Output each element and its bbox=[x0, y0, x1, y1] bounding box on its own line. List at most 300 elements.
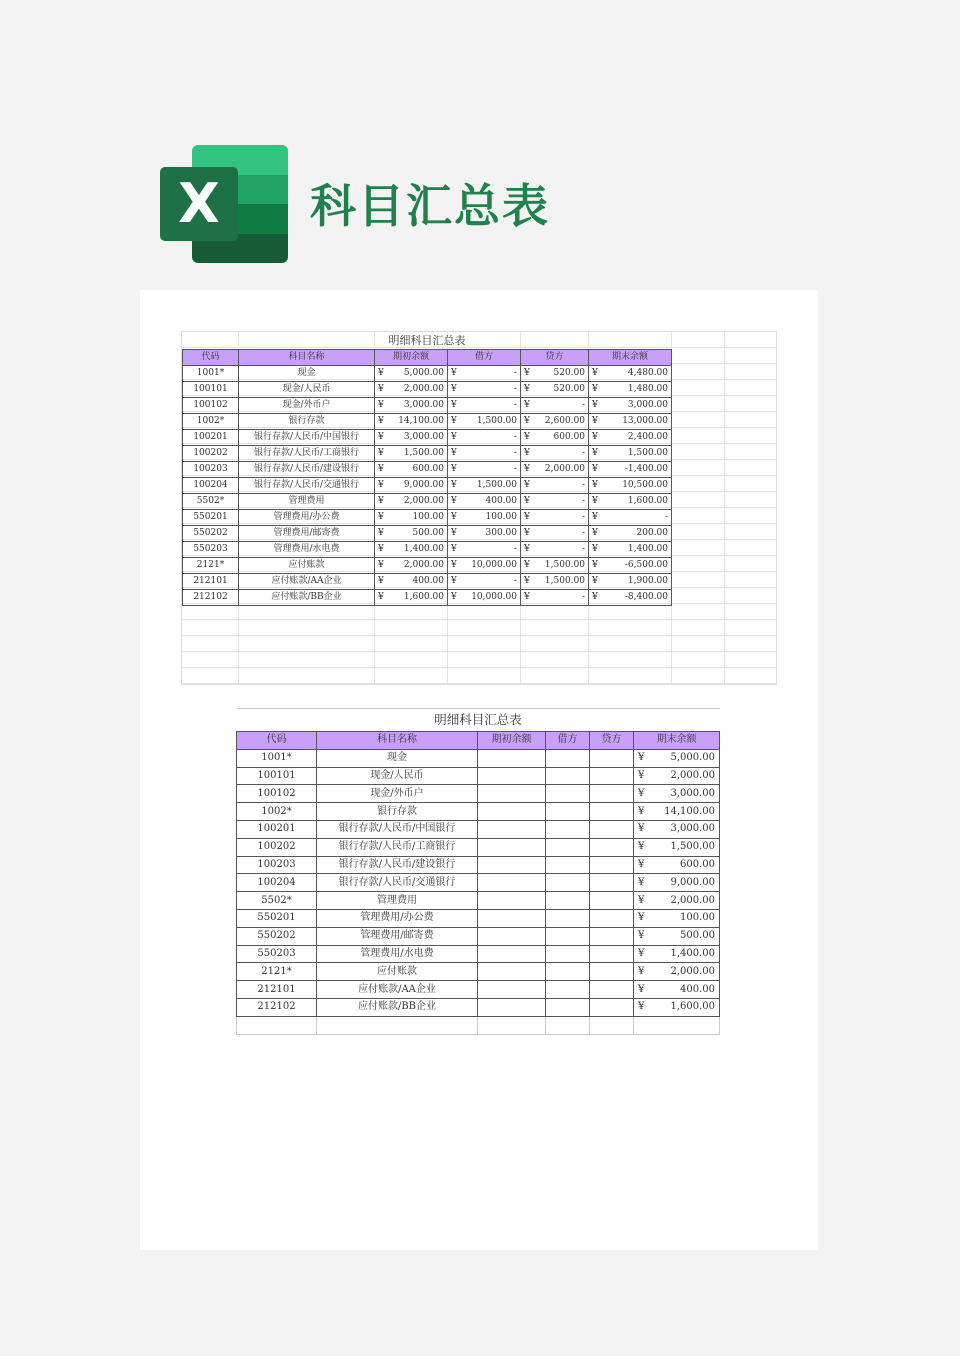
currency-symbol: ¥ bbox=[378, 400, 384, 410]
amount-value: 9,000.00 bbox=[670, 876, 715, 888]
amount-value: 3,000.00 bbox=[403, 400, 444, 410]
column-header: 借方 bbox=[546, 732, 590, 750]
table-row bbox=[183, 494, 672, 510]
empty-cell bbox=[590, 945, 634, 963]
currency-symbol: ¥ bbox=[638, 894, 645, 906]
amount-cell bbox=[521, 382, 589, 398]
currency-symbol: ¥ bbox=[378, 496, 384, 506]
empty-cell bbox=[546, 998, 590, 1016]
amount-value: 1,500.00 bbox=[627, 448, 668, 458]
currency-symbol: ¥ bbox=[451, 480, 457, 490]
amount-cell bbox=[589, 494, 672, 510]
amount-value: 520.00 bbox=[553, 384, 585, 394]
account-code: 550201 bbox=[237, 909, 317, 927]
empty-cell bbox=[478, 874, 546, 892]
empty-cell bbox=[590, 909, 634, 927]
account-code: 212101 bbox=[183, 574, 239, 590]
amount-value: 400.00 bbox=[680, 983, 715, 995]
amount-cell bbox=[375, 590, 448, 606]
amount-value: 4,480.00 bbox=[627, 368, 668, 378]
empty-cell bbox=[590, 963, 634, 981]
currency-symbol: ¥ bbox=[524, 416, 530, 426]
empty-cell bbox=[590, 803, 634, 821]
amount-cell bbox=[521, 558, 589, 574]
empty-cell bbox=[478, 820, 546, 838]
empty-cell bbox=[546, 909, 590, 927]
amount-value: 400.00 bbox=[485, 496, 517, 506]
currency-symbol: ¥ bbox=[638, 876, 645, 888]
amount-cell bbox=[634, 874, 720, 892]
table-row bbox=[237, 838, 720, 856]
account-code: 100101 bbox=[183, 382, 239, 398]
account-code: 100203 bbox=[237, 856, 317, 874]
amount-cell bbox=[634, 749, 720, 767]
account-code: 212102 bbox=[183, 590, 239, 606]
amount-cell bbox=[448, 590, 521, 606]
currency-symbol: ¥ bbox=[638, 947, 645, 959]
table-caption: 明细科目汇总表 bbox=[388, 334, 466, 347]
currency-symbol: ¥ bbox=[638, 965, 645, 977]
amount-cell bbox=[634, 785, 720, 803]
empty-cell bbox=[546, 874, 590, 892]
amount-value: 1,600.00 bbox=[627, 496, 668, 506]
amount-value: 10,500.00 bbox=[622, 480, 668, 490]
account-code: 2121* bbox=[237, 963, 317, 981]
currency-symbol: ¥ bbox=[451, 464, 457, 474]
amount-value: 14,100.00 bbox=[398, 416, 444, 426]
empty-cell bbox=[546, 856, 590, 874]
amount-cell bbox=[521, 542, 589, 558]
empty-cell bbox=[590, 998, 634, 1016]
amount-value: 1,400.00 bbox=[627, 544, 668, 554]
amount-value: 1,500.00 bbox=[403, 448, 444, 458]
currency-symbol: ¥ bbox=[592, 384, 598, 394]
currency-symbol: ¥ bbox=[378, 512, 384, 522]
empty-cell bbox=[478, 909, 546, 927]
account-code: 550201 bbox=[183, 510, 239, 526]
table-row bbox=[237, 945, 720, 963]
empty-cell bbox=[546, 749, 590, 767]
column-header: 借方 bbox=[448, 350, 521, 366]
account-name: 现金/外币户 bbox=[317, 785, 478, 803]
empty-cell bbox=[590, 856, 634, 874]
amount-cell bbox=[448, 446, 521, 462]
amount-cell bbox=[634, 820, 720, 838]
amount-value: 100.00 bbox=[485, 512, 517, 522]
amount-value: - bbox=[581, 496, 585, 506]
empty-cell bbox=[546, 981, 590, 999]
currency-symbol: ¥ bbox=[638, 983, 645, 995]
empty-cell bbox=[590, 892, 634, 910]
empty-cell bbox=[590, 767, 634, 785]
account-name: 管理费用/办公费 bbox=[317, 909, 478, 927]
amount-value: - bbox=[581, 528, 585, 538]
account-code: 5502* bbox=[237, 892, 317, 910]
empty-cell bbox=[478, 998, 546, 1016]
empty-cell bbox=[590, 785, 634, 803]
table-row bbox=[183, 510, 672, 526]
amount-cell bbox=[589, 446, 672, 462]
amount-cell bbox=[521, 430, 589, 446]
amount-value: 1,500.00 bbox=[544, 576, 585, 586]
amount-cell bbox=[448, 430, 521, 446]
amount-cell bbox=[589, 398, 672, 414]
amount-cell bbox=[589, 526, 672, 542]
currency-symbol: ¥ bbox=[592, 400, 598, 410]
amount-value: 9,000.00 bbox=[403, 480, 444, 490]
amount-value: 200.00 bbox=[636, 528, 668, 538]
amount-cell bbox=[448, 382, 521, 398]
amount-value: -6,500.00 bbox=[624, 560, 668, 570]
account-name: 银行存款/人民币/交通银行 bbox=[317, 874, 478, 892]
currency-symbol: ¥ bbox=[638, 769, 645, 781]
amount-value: 10,000.00 bbox=[471, 592, 517, 602]
currency-symbol: ¥ bbox=[524, 560, 530, 570]
amount-value: 3,000.00 bbox=[670, 787, 715, 799]
sheet-preview-1 bbox=[181, 331, 777, 685]
currency-symbol: ¥ bbox=[451, 432, 457, 442]
amount-value: 5,000.00 bbox=[403, 368, 444, 378]
amount-value: 1,400.00 bbox=[670, 947, 715, 959]
amount-value: 10,000.00 bbox=[471, 560, 517, 570]
empty-cell bbox=[546, 1016, 590, 1034]
empty-cell bbox=[590, 749, 634, 767]
amount-value: 13,000.00 bbox=[622, 416, 668, 426]
currency-symbol: ¥ bbox=[592, 544, 598, 554]
amount-cell bbox=[448, 526, 521, 542]
table-row bbox=[183, 446, 672, 462]
amount-value: 2,000.00 bbox=[403, 496, 444, 506]
amount-cell bbox=[375, 494, 448, 510]
account-code: 100202 bbox=[237, 838, 317, 856]
amount-value: 14,100.00 bbox=[664, 805, 715, 817]
empty-cell bbox=[546, 927, 590, 945]
account-code: 550202 bbox=[183, 526, 239, 542]
account-name: 现金/人民币 bbox=[317, 767, 478, 785]
amount-value: - bbox=[513, 576, 517, 586]
currency-symbol: ¥ bbox=[592, 592, 598, 602]
amount-cell bbox=[589, 478, 672, 494]
account-name: 现金 bbox=[317, 749, 478, 767]
currency-symbol: ¥ bbox=[451, 416, 457, 426]
excel-logo-icon bbox=[160, 145, 290, 263]
amount-value: 1,500.00 bbox=[670, 841, 715, 853]
amount-value: - bbox=[513, 400, 517, 410]
account-name: 管理费用/邮寄费 bbox=[239, 526, 375, 542]
amount-cell bbox=[634, 909, 720, 927]
account-code: 212102 bbox=[237, 998, 317, 1016]
currency-symbol: ¥ bbox=[378, 368, 384, 378]
amount-cell bbox=[375, 542, 448, 558]
account-name: 银行存款 bbox=[239, 414, 375, 430]
table-row bbox=[237, 927, 720, 945]
amount-value: 400.00 bbox=[412, 576, 444, 586]
currency-symbol: ¥ bbox=[451, 448, 457, 458]
account-code: 100204 bbox=[237, 874, 317, 892]
currency-symbol: ¥ bbox=[451, 528, 457, 538]
table-row bbox=[183, 430, 672, 446]
table-row bbox=[183, 382, 672, 398]
currency-symbol: ¥ bbox=[451, 368, 457, 378]
column-header: 期末余额 bbox=[589, 350, 672, 366]
account-code: 550203 bbox=[183, 542, 239, 558]
currency-symbol: ¥ bbox=[451, 384, 457, 394]
column-header: 贷方 bbox=[521, 350, 589, 366]
amount-cell bbox=[448, 462, 521, 478]
table-row bbox=[183, 366, 672, 382]
amount-value: 5,000.00 bbox=[670, 752, 715, 764]
amount-value: 1,480.00 bbox=[627, 384, 668, 394]
currency-symbol: ¥ bbox=[378, 448, 384, 458]
currency-symbol: ¥ bbox=[638, 858, 645, 870]
currency-symbol: ¥ bbox=[451, 512, 457, 522]
account-name: 管理费用/办公费 bbox=[239, 510, 375, 526]
amount-cell bbox=[448, 558, 521, 574]
currency-symbol: ¥ bbox=[638, 805, 645, 817]
currency-symbol: ¥ bbox=[524, 464, 530, 474]
amount-value: 1,600.00 bbox=[403, 592, 444, 602]
empty-cell bbox=[590, 1016, 634, 1034]
empty-cell bbox=[317, 1016, 478, 1034]
amount-cell bbox=[589, 558, 672, 574]
column-header: 科目名称 bbox=[317, 732, 478, 750]
column-header: 代码 bbox=[237, 732, 317, 750]
currency-symbol: ¥ bbox=[592, 480, 598, 490]
currency-symbol: ¥ bbox=[592, 432, 598, 442]
amount-value: 600.00 bbox=[553, 432, 585, 442]
page-title: 科目汇总表 bbox=[310, 179, 550, 233]
amount-value: - bbox=[513, 368, 517, 378]
amount-value: 1,600.00 bbox=[670, 1001, 715, 1013]
table-row bbox=[183, 526, 672, 542]
empty-cell bbox=[478, 963, 546, 981]
account-code: 2121* bbox=[183, 558, 239, 574]
currency-symbol: ¥ bbox=[524, 496, 530, 506]
currency-symbol: ¥ bbox=[378, 544, 384, 554]
amount-cell bbox=[448, 494, 521, 510]
amount-value: 2,000.00 bbox=[670, 769, 715, 781]
currency-symbol: ¥ bbox=[378, 528, 384, 538]
table-row bbox=[237, 909, 720, 927]
currency-symbol: ¥ bbox=[524, 528, 530, 538]
currency-symbol: ¥ bbox=[638, 1001, 645, 1013]
amount-cell bbox=[521, 478, 589, 494]
amount-value: 1,400.00 bbox=[403, 544, 444, 554]
amount-cell bbox=[448, 366, 521, 382]
empty-cell bbox=[478, 945, 546, 963]
table-row bbox=[183, 590, 672, 606]
amount-cell bbox=[589, 382, 672, 398]
empty-cell bbox=[546, 785, 590, 803]
amount-cell bbox=[375, 430, 448, 446]
currency-symbol: ¥ bbox=[592, 576, 598, 586]
amount-cell bbox=[448, 574, 521, 590]
amount-value: 2,000.00 bbox=[403, 560, 444, 570]
account-name: 银行存款/人民币/中国银行 bbox=[317, 820, 478, 838]
amount-cell bbox=[375, 462, 448, 478]
empty-cell bbox=[478, 838, 546, 856]
table-row bbox=[183, 462, 672, 478]
amount-value: 1,500.00 bbox=[544, 560, 585, 570]
amount-value: 600.00 bbox=[412, 464, 444, 474]
amount-cell bbox=[448, 510, 521, 526]
amount-value: 300.00 bbox=[485, 528, 517, 538]
amount-cell bbox=[634, 767, 720, 785]
currency-symbol: ¥ bbox=[592, 528, 598, 538]
table-row bbox=[183, 398, 672, 414]
currency-symbol: ¥ bbox=[592, 496, 598, 506]
summary-table-1 bbox=[182, 332, 672, 606]
account-code: 100201 bbox=[237, 820, 317, 838]
amount-cell bbox=[521, 398, 589, 414]
account-name: 银行存款 bbox=[317, 803, 478, 821]
empty-cell bbox=[590, 838, 634, 856]
currency-symbol: ¥ bbox=[524, 544, 530, 554]
currency-symbol: ¥ bbox=[524, 576, 530, 586]
table-row bbox=[183, 478, 672, 494]
table-row bbox=[183, 414, 672, 430]
account-code: 100102 bbox=[183, 398, 239, 414]
currency-symbol: ¥ bbox=[524, 480, 530, 490]
currency-symbol: ¥ bbox=[524, 432, 530, 442]
account-name: 管理费用/邮寄费 bbox=[317, 927, 478, 945]
empty-cell bbox=[590, 981, 634, 999]
amount-value: 520.00 bbox=[553, 368, 585, 378]
account-code: 100203 bbox=[183, 462, 239, 478]
account-name: 银行存款/人民币/工商银行 bbox=[317, 838, 478, 856]
table-row bbox=[183, 542, 672, 558]
currency-symbol: ¥ bbox=[524, 384, 530, 394]
currency-symbol: ¥ bbox=[592, 416, 598, 426]
table-row bbox=[237, 767, 720, 785]
currency-symbol: ¥ bbox=[592, 448, 598, 458]
account-name: 应付账款/AA企业 bbox=[317, 981, 478, 999]
empty-cell bbox=[478, 856, 546, 874]
amount-cell bbox=[375, 574, 448, 590]
currency-symbol: ¥ bbox=[638, 787, 645, 799]
table-row bbox=[237, 981, 720, 999]
amount-cell bbox=[634, 963, 720, 981]
amount-cell bbox=[448, 414, 521, 430]
currency-symbol: ¥ bbox=[378, 576, 384, 586]
amount-value: 1,900.00 bbox=[627, 576, 668, 586]
account-name: 银行存款/人民币/交通银行 bbox=[239, 478, 375, 494]
account-code: 212101 bbox=[237, 981, 317, 999]
amount-cell bbox=[375, 398, 448, 414]
amount-cell bbox=[521, 366, 589, 382]
account-name: 应付账款/BB企业 bbox=[317, 998, 478, 1016]
empty-row bbox=[237, 1016, 720, 1034]
table-row bbox=[237, 874, 720, 892]
amount-cell bbox=[375, 382, 448, 398]
amount-value: 2,400.00 bbox=[627, 432, 668, 442]
amount-value: 2,000.00 bbox=[403, 384, 444, 394]
account-code: 1001* bbox=[237, 749, 317, 767]
table-row bbox=[237, 963, 720, 981]
summary-table-2 bbox=[236, 708, 720, 1035]
amount-value: 2,000.00 bbox=[670, 965, 715, 977]
account-name: 管理费用 bbox=[239, 494, 375, 510]
currency-symbol: ¥ bbox=[378, 416, 384, 426]
amount-cell bbox=[521, 446, 589, 462]
account-code: 1001* bbox=[183, 366, 239, 382]
amount-cell bbox=[634, 892, 720, 910]
currency-symbol: ¥ bbox=[378, 560, 384, 570]
currency-symbol: ¥ bbox=[451, 400, 457, 410]
amount-cell bbox=[375, 366, 448, 382]
table-row bbox=[237, 892, 720, 910]
account-name: 现金/人民币 bbox=[239, 382, 375, 398]
amount-value: 2,000.00 bbox=[544, 464, 585, 474]
currency-symbol: ¥ bbox=[638, 930, 645, 942]
amount-value: - bbox=[513, 448, 517, 458]
account-name: 应付账款 bbox=[317, 963, 478, 981]
currency-symbol: ¥ bbox=[524, 400, 530, 410]
amount-value: - bbox=[664, 512, 668, 522]
currency-symbol: ¥ bbox=[638, 752, 645, 764]
table-row bbox=[237, 749, 720, 767]
amount-cell bbox=[521, 510, 589, 526]
currency-symbol: ¥ bbox=[451, 496, 457, 506]
account-name: 银行存款/人民币/中国银行 bbox=[239, 430, 375, 446]
currency-symbol: ¥ bbox=[378, 432, 384, 442]
empty-cell bbox=[546, 767, 590, 785]
amount-value: - bbox=[513, 544, 517, 554]
amount-cell bbox=[634, 981, 720, 999]
amount-cell bbox=[521, 494, 589, 510]
account-code: 550202 bbox=[237, 927, 317, 945]
amount-cell bbox=[634, 803, 720, 821]
logo-letter: X bbox=[160, 167, 238, 241]
amount-cell bbox=[521, 462, 589, 478]
account-code: 1002* bbox=[237, 803, 317, 821]
account-name: 银行存款/人民币/工商银行 bbox=[239, 446, 375, 462]
currency-symbol: ¥ bbox=[524, 448, 530, 458]
account-name: 现金/外币户 bbox=[239, 398, 375, 414]
table-row bbox=[237, 856, 720, 874]
account-name: 应付账款/BB企业 bbox=[239, 590, 375, 606]
account-name: 现金 bbox=[239, 366, 375, 382]
amount-value: - bbox=[581, 448, 585, 458]
account-code: 5502* bbox=[183, 494, 239, 510]
amount-value: - bbox=[581, 400, 585, 410]
amount-cell bbox=[521, 590, 589, 606]
amount-value: - bbox=[513, 464, 517, 474]
account-name: 管理费用/水电费 bbox=[239, 542, 375, 558]
empty-cell bbox=[478, 767, 546, 785]
amount-cell bbox=[634, 856, 720, 874]
table-row bbox=[183, 574, 672, 590]
account-name: 管理费用/水电费 bbox=[317, 945, 478, 963]
amount-cell bbox=[634, 945, 720, 963]
account-code: 550203 bbox=[237, 945, 317, 963]
currency-symbol: ¥ bbox=[638, 912, 645, 924]
column-header: 代码 bbox=[183, 350, 239, 366]
currency-symbol: ¥ bbox=[378, 384, 384, 394]
amount-value: 1,500.00 bbox=[476, 416, 517, 426]
amount-value: 100.00 bbox=[680, 912, 715, 924]
amount-cell bbox=[589, 366, 672, 382]
amount-cell bbox=[375, 526, 448, 542]
amount-cell bbox=[375, 558, 448, 574]
amount-value: - bbox=[581, 512, 585, 522]
account-code: 100201 bbox=[183, 430, 239, 446]
amount-value: 3,000.00 bbox=[627, 400, 668, 410]
account-name: 银行存款/人民币/建设银行 bbox=[317, 856, 478, 874]
amount-cell bbox=[375, 510, 448, 526]
currency-symbol: ¥ bbox=[378, 464, 384, 474]
amount-value: 500.00 bbox=[412, 528, 444, 538]
